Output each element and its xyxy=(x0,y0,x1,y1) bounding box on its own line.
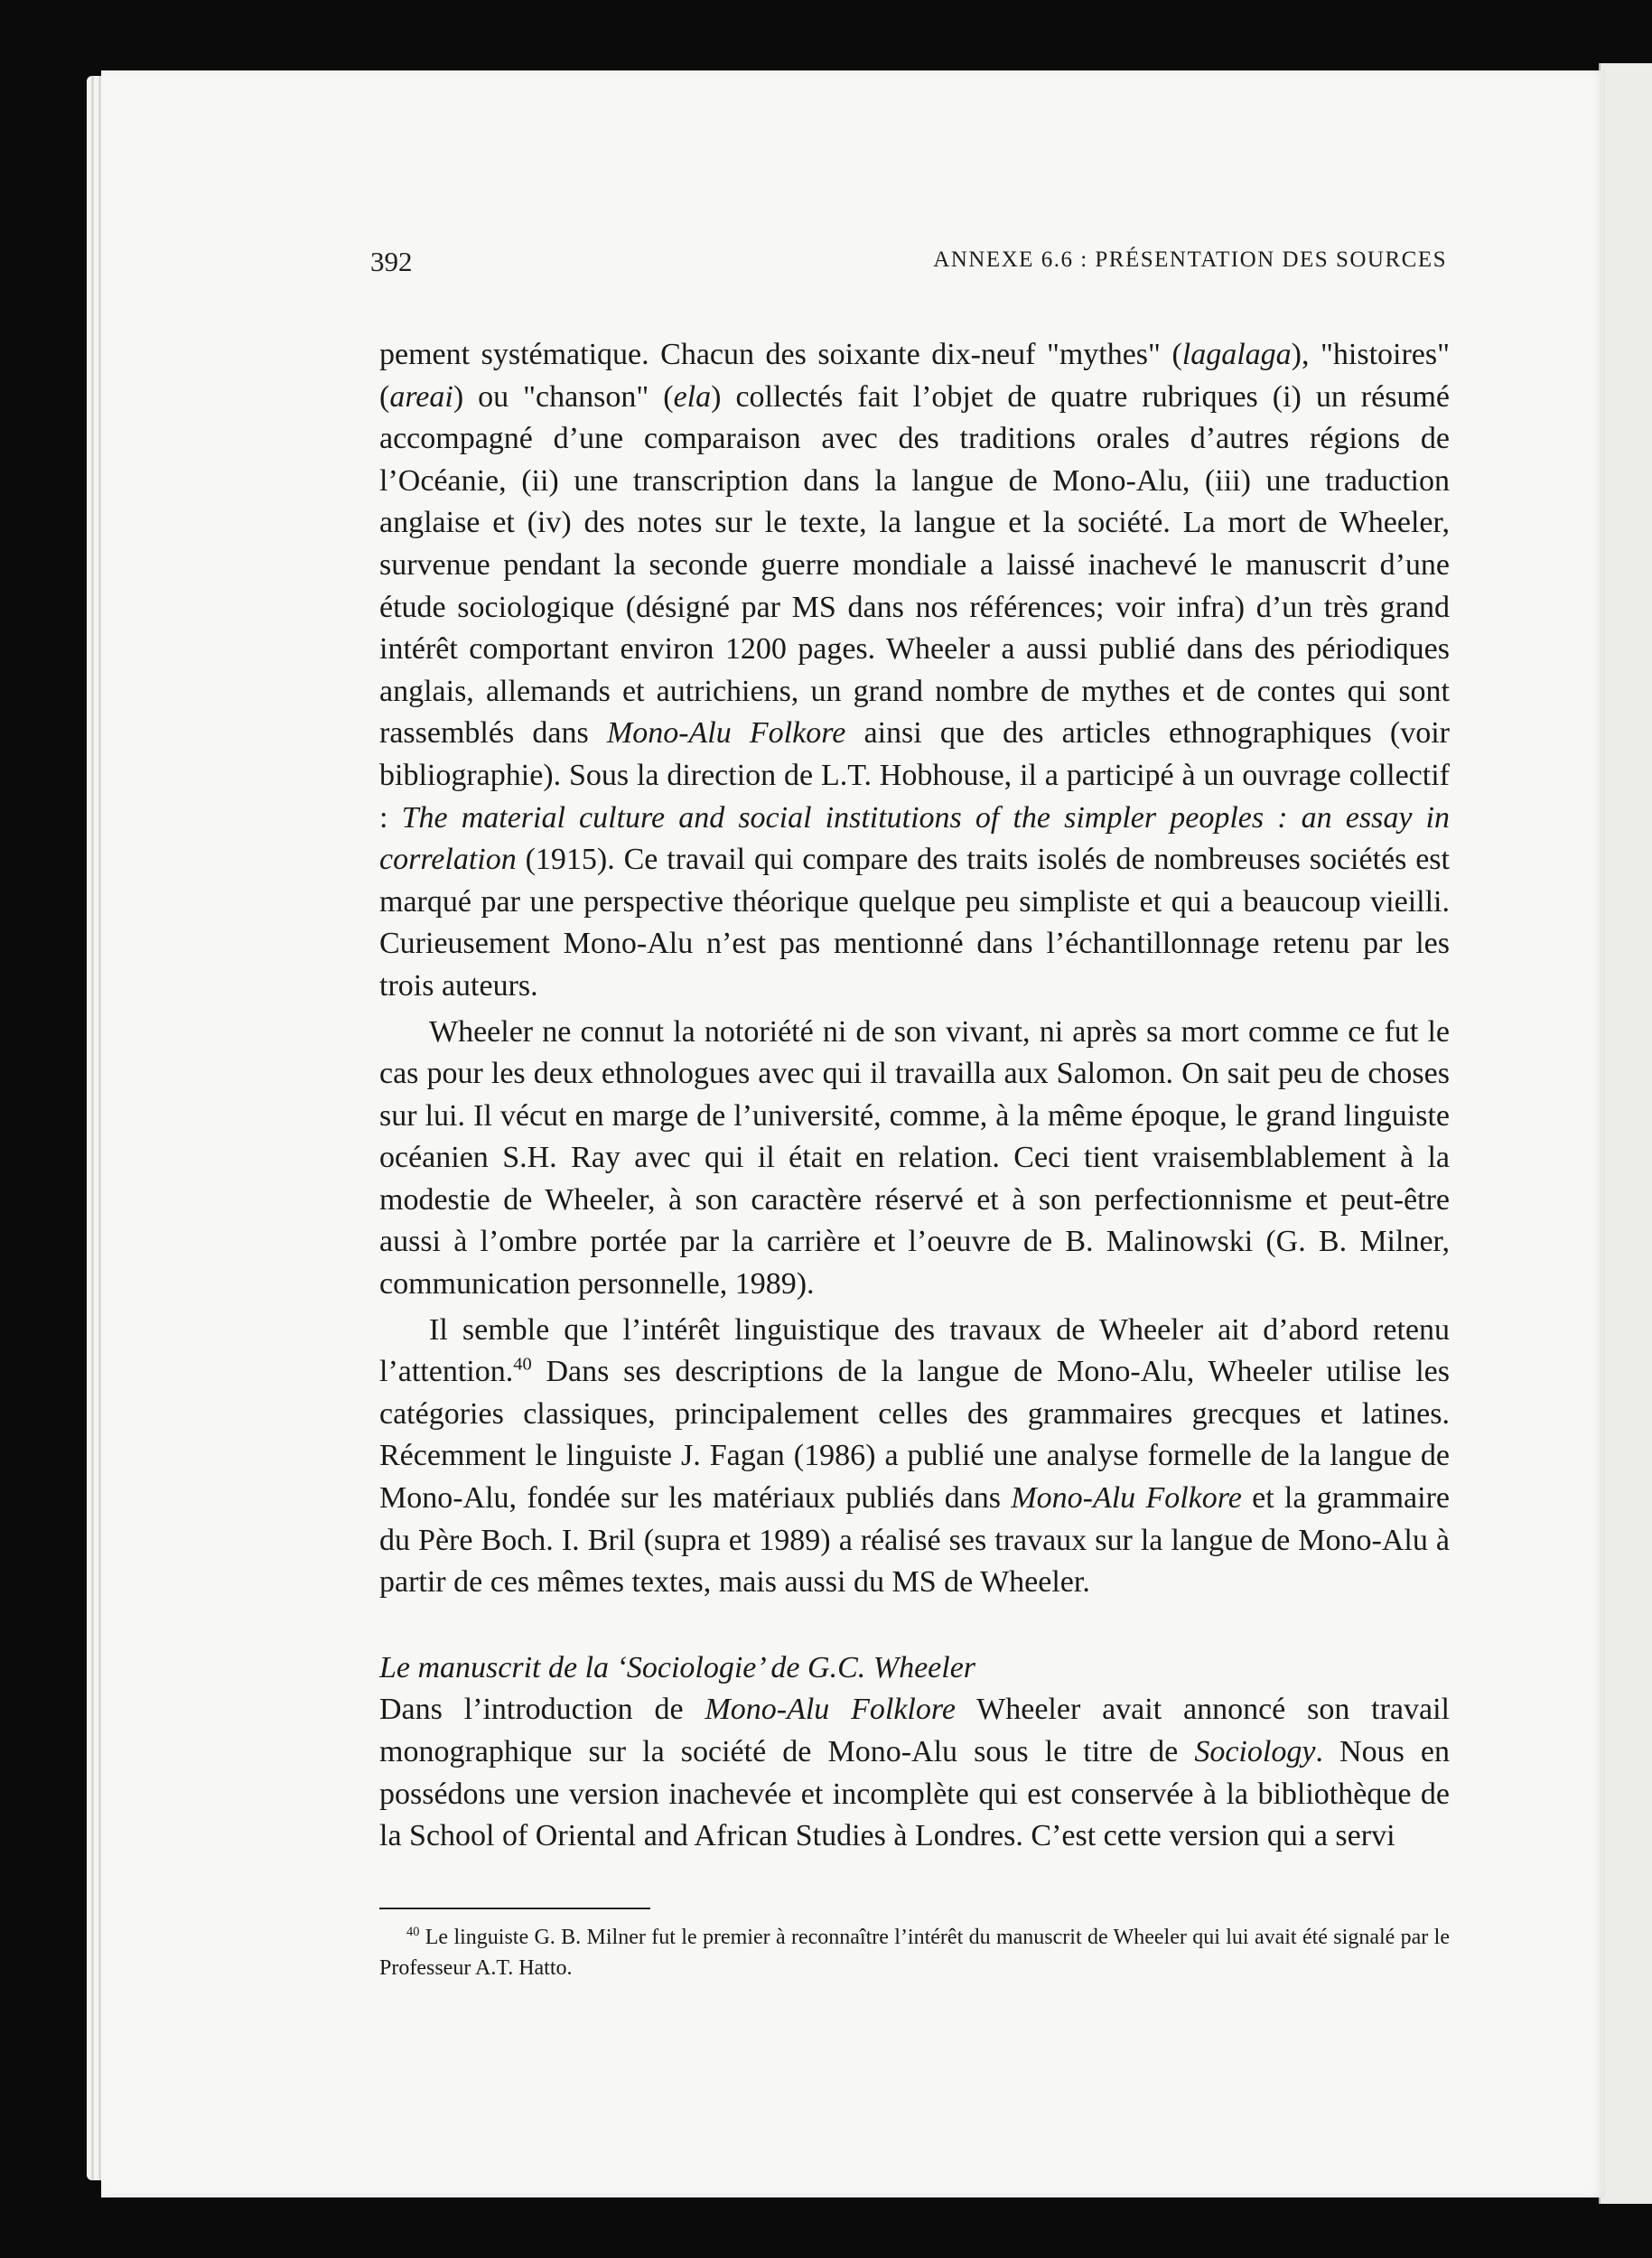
text-run: et la grammaire du Père Boch. I. Bril (supra et 1989) a réalisé ses travaux sur la langue de Mono-Alu à partir de ces mêmes textes, mais aussi du MS de Wheeler. xyxy=(379,1481,1450,1600)
footnote-text: Le linguiste G. B. Milner fut le premier à reconnaître l’intérêt du manuscrit de Wheeler qui lui avait été signalé par le Professeur A.T. Hatto. xyxy=(379,1926,1450,1980)
italic-phrase: areai xyxy=(389,379,453,414)
text-run: ) ou "chanson" ( xyxy=(453,379,674,414)
footnote-ref: 40 xyxy=(513,1354,532,1375)
running-head: ANNEXE 6.6 : PRÉSENTATION DES SOURCES xyxy=(933,247,1447,272)
italic-phrase: lagalaga xyxy=(1181,338,1292,371)
italic-phrase: Mono-Alu Folklore xyxy=(705,1693,956,1727)
italic-phrase: Mono-Alu Folkore xyxy=(1011,1481,1242,1516)
facing-page-edge xyxy=(1599,63,1652,2204)
text-run: ainsi que des articles ethnographiques (voir bibliographie). Sous la direction de L.T. Hobhouse, il a participé à un ouvrage collectif : xyxy=(379,716,1450,835)
text-run: Wheeler ne connut la notoriété ni de son vivant, ni après sa mort comme ce fut le cas pour les deux ethnologues avec qui il travailla aux Salomon. On sait peu de choses sur lui. Il vécut en marge de l’université, comme, à la même époque, le grand linguiste océanien S.H. Ray avec qui il était en relation. Ceci tient vraisemblablement à la modestie de Wheeler, à son caractère réservé et à son perfectionnisme et peut-être aussi à l’ombre portée par la carrière et l’oeuvre de B. Malinowski (G. B. Milner, communication personnelle, 1989). xyxy=(379,1014,1450,1302)
italic-phrase: Mono-Alu Folkore xyxy=(606,716,846,751)
section-paragraph xyxy=(379,1689,1450,1857)
text-run: pement systématique. Chacun des soixante dix-neuf "mythes" ( xyxy=(379,338,1182,371)
paragraph-3 xyxy=(379,1310,1450,1604)
paragraph-1 xyxy=(379,334,1450,1008)
text-run: ) collectés fait l’objet de quatre rubriques (i) un résumé accompagné d’une comparaison avec des traditions orales d’autres régions de l’Océanie, (ii) une transcription dans la langue de Mono-Alu, (iii) une traduction anglaise et (iv) des notes sur le texte, la langue et la société. La mort de Wheeler, survenue pendant la seconde guerre mondiale a laissé inachevé le manuscrit d’une étude sociologique (désigné par MS dans nos références; voir infra) d’un très grand intérêt comportant environ 1200 pages. Wheeler a aussi publié dans des périodiques anglais, allemands et autrichiens, un grand nombre de mythes et de contes qui sont rassemblés dans xyxy=(379,379,1450,751)
section-title: Le manuscrit de la ‘Sociologie’ de G.C. Wheeler xyxy=(379,1650,976,1684)
text-run: Dans ses descriptions de la langue de Mono-Alu, Wheeler utilise les catégories classiques, principalement celles des grammaires grecques et latines. Récemment le linguiste J. Fagan (1986) a publié une analyse formelle de la langue de Mono-Alu, fondée sur les matériaux publiés dans xyxy=(379,1355,1450,1516)
paragraph-2 xyxy=(379,1012,1450,1306)
footnote-rule xyxy=(379,1908,650,1909)
text-run: Dans l’introduction de xyxy=(379,1693,705,1727)
page-header xyxy=(370,246,1447,282)
italic-phrase: ela xyxy=(673,379,712,414)
italic-phrase: The material culture and social institutions of the simpler peoples : an essay in correlation xyxy=(379,800,1451,877)
page-number: 392 xyxy=(370,246,413,277)
footnote xyxy=(379,1922,1450,1983)
italic-phrase: Sociology xyxy=(1194,1735,1316,1768)
text-run: ), "histoires" ( xyxy=(379,338,1450,414)
footnote-marker: 40 xyxy=(406,1925,420,1939)
text-run: Il semble que l’intérêt linguistique des travaux de Wheeler ait d’abord retenu l’attention. xyxy=(379,1312,1450,1389)
text-run: Wheeler avait annoncé son travail monographique sur la société de Mono-Alu sous le titre de xyxy=(379,1693,1450,1768)
text-run: (1915). Ce travail qui compare des traits isolés de nombreuses sociétés est marqué par une perspective théorique quelque peu simpliste et qui a beaucoup vieilli. Curieusement Mono-Alu n’est pas mentionné dans l’échantillonnage retenu par les trois auteurs. xyxy=(379,843,1450,1003)
body-text xyxy=(379,334,1450,1858)
text-run: . Nous en possédons une version inachevée et incomplète qui est conservée à la bibliothèque de la School of Oriental and African Studies à Londres. C’est cette version qui a servi xyxy=(379,1735,1450,1853)
